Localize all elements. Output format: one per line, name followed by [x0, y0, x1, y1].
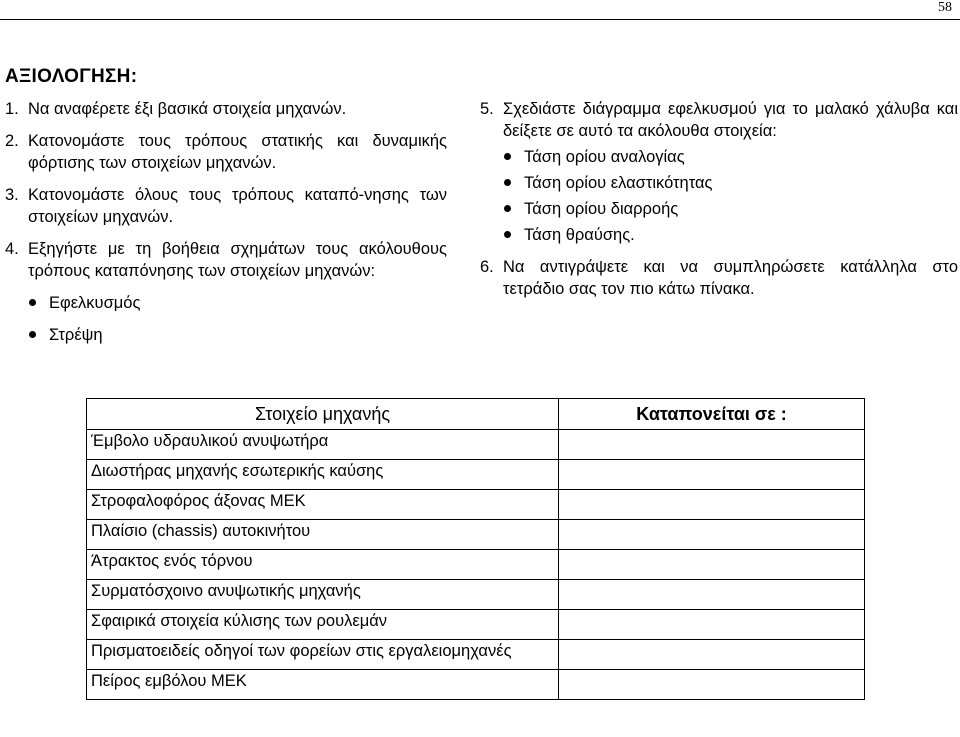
table-row [87, 610, 865, 640]
table-cell-empty [559, 460, 865, 490]
table-cell: Σφαιρικά στοιχεία κύλισης των ρουλεμάν [87, 610, 559, 640]
table-cell-empty [559, 670, 865, 700]
table-row [87, 640, 865, 670]
left-column [5, 98, 447, 346]
question-2: 2. Κατονομάστε τους τρόπους στατικής και δυναμικής φόρτισης των στοιχείων μηχανών. [5, 132, 447, 172]
table-cell: Πείρος εμβόλου ΜΕΚ [87, 670, 559, 700]
table-row [87, 430, 865, 460]
table-cell: Στροφαλοφόρος άξονας ΜΕΚ [87, 490, 559, 520]
right-column [480, 98, 958, 300]
question-3: 3. Κατονομάστε όλους τους τρόπους καταπό-νησης των στοιχείων μηχανών. [5, 186, 447, 226]
list-item: Στρέψη [5, 324, 447, 346]
table-row [87, 460, 865, 490]
column-header-stress: Καταπονείται σε : [559, 399, 865, 430]
list-item: Εφελκυσμός [5, 292, 447, 314]
table-row [87, 490, 865, 520]
machine-elements-table [86, 398, 865, 700]
table-cell-empty [559, 520, 865, 550]
header-rule [0, 19, 960, 20]
question-1: 1. Να αναφέρετε έξι βασικά στοιχεία μηχανών. [5, 100, 347, 118]
list-item: Τάση ορίου αναλογίας [480, 146, 958, 168]
table-row [87, 670, 865, 700]
table-cell-empty [559, 610, 865, 640]
table-header-row [87, 399, 865, 430]
question-5: 5. Σχεδιάστε διάγραμμα εφελκυσμού για το μαλακό χάλυβα και δείξετε σε αυτό τα ακόλουθα στοιχεία: [480, 100, 958, 140]
table-cell: Πρισματοειδείς οδηγοί των φορείων στις εργαλειομηχανές [87, 640, 559, 670]
question-5-bullets [480, 146, 958, 246]
table-cell: Πλαίσιο (chassis) αυτοκινήτου [87, 520, 559, 550]
bullet-icon [504, 205, 511, 212]
bullet-icon [29, 299, 36, 306]
question-4: 4. Εξηγήστε με τη βοήθεια σχημάτων τους ακόλουθους τρόπους καταπόνησης των στοιχείων μηχανών: [5, 240, 447, 280]
bullet-icon [504, 153, 511, 160]
table-cell: Έμβολο υδραυλικού ανυψωτήρα [87, 430, 559, 460]
page-number: 58 [938, 0, 952, 15]
table-cell: Άτρακτος ενός τόρνου [87, 550, 559, 580]
bullet-icon [504, 231, 511, 238]
list-item: Τάση θραύσης. [480, 224, 958, 246]
column-header-element: Στοιχείο μηχανής [87, 399, 559, 430]
table-cell-empty [559, 580, 865, 610]
list-item: Τάση ορίου διαρροής [480, 198, 958, 220]
question-6: 6. Να αντιγράψετε και να συμπληρώσετε κατάλληλα στο τετράδιο σας τον πιο κάτω πίνακα. [480, 258, 958, 298]
question-4-bullets [5, 292, 447, 346]
bullet-icon [29, 331, 36, 338]
table-cell-empty [559, 490, 865, 520]
section-heading: ΑΞΙΟΛΟΓΗΣΗ: [5, 66, 138, 87]
table-cell: Διωστήρας μηχανής εσωτερικής καύσης [87, 460, 559, 490]
table-cell-empty [559, 430, 865, 460]
table-row [87, 550, 865, 580]
table-row [87, 520, 865, 550]
table-cell-empty [559, 550, 865, 580]
table-cell-empty [559, 640, 865, 670]
table-row [87, 580, 865, 610]
bullet-icon [504, 179, 511, 186]
table-cell: Συρματόσχοινο ανυψωτικής μηχανής [87, 580, 559, 610]
list-item: Τάση ορίου ελαστικότητας [480, 172, 958, 194]
